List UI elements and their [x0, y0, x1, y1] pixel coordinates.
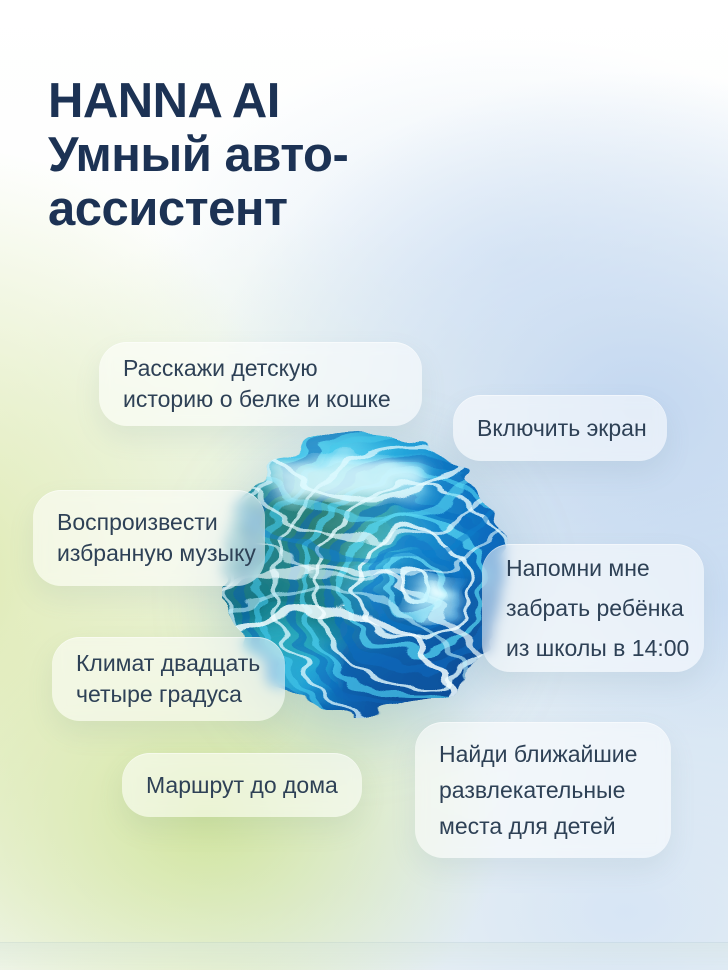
bubble-line: Климат двадцать	[76, 650, 261, 676]
bubble-line: места для детей	[439, 813, 616, 839]
voice-command-bubble-places	[415, 722, 671, 858]
brand-title: HANNA AI	[48, 74, 280, 128]
floor-reflection	[0, 942, 728, 970]
voice-command-bubble-reminder	[482, 544, 704, 672]
bubble-line: четыре градуса	[76, 681, 242, 707]
bubble-line: Напомни мне	[506, 555, 650, 581]
voice-command-bubble-climate	[52, 637, 285, 721]
title-block	[48, 74, 488, 236]
voice-command-bubble-music	[33, 490, 265, 586]
bubble-line: Воспроизвести	[57, 509, 218, 535]
voice-command-bubble-route	[122, 753, 362, 817]
bubble-line: Расскажи детскую	[123, 355, 318, 381]
bubble-line: забрать ребёнка	[506, 595, 684, 621]
product-subtitle: Умный авто-ассистент	[48, 128, 349, 236]
bubble-line: Включить экран	[477, 414, 647, 441]
voice-command-bubble-screen	[453, 395, 667, 461]
bubble-line: избранную музыку	[57, 540, 256, 566]
bubble-line: из школы в 14:00	[506, 635, 690, 661]
bubble-line: историю о белке и кошке	[123, 386, 391, 412]
voice-command-bubble-story	[99, 342, 422, 426]
bubble-line: Найди ближайшие	[439, 741, 638, 767]
bubble-line: Маршрут до дома	[146, 771, 338, 798]
bubble-line: развлекательные	[439, 777, 626, 803]
